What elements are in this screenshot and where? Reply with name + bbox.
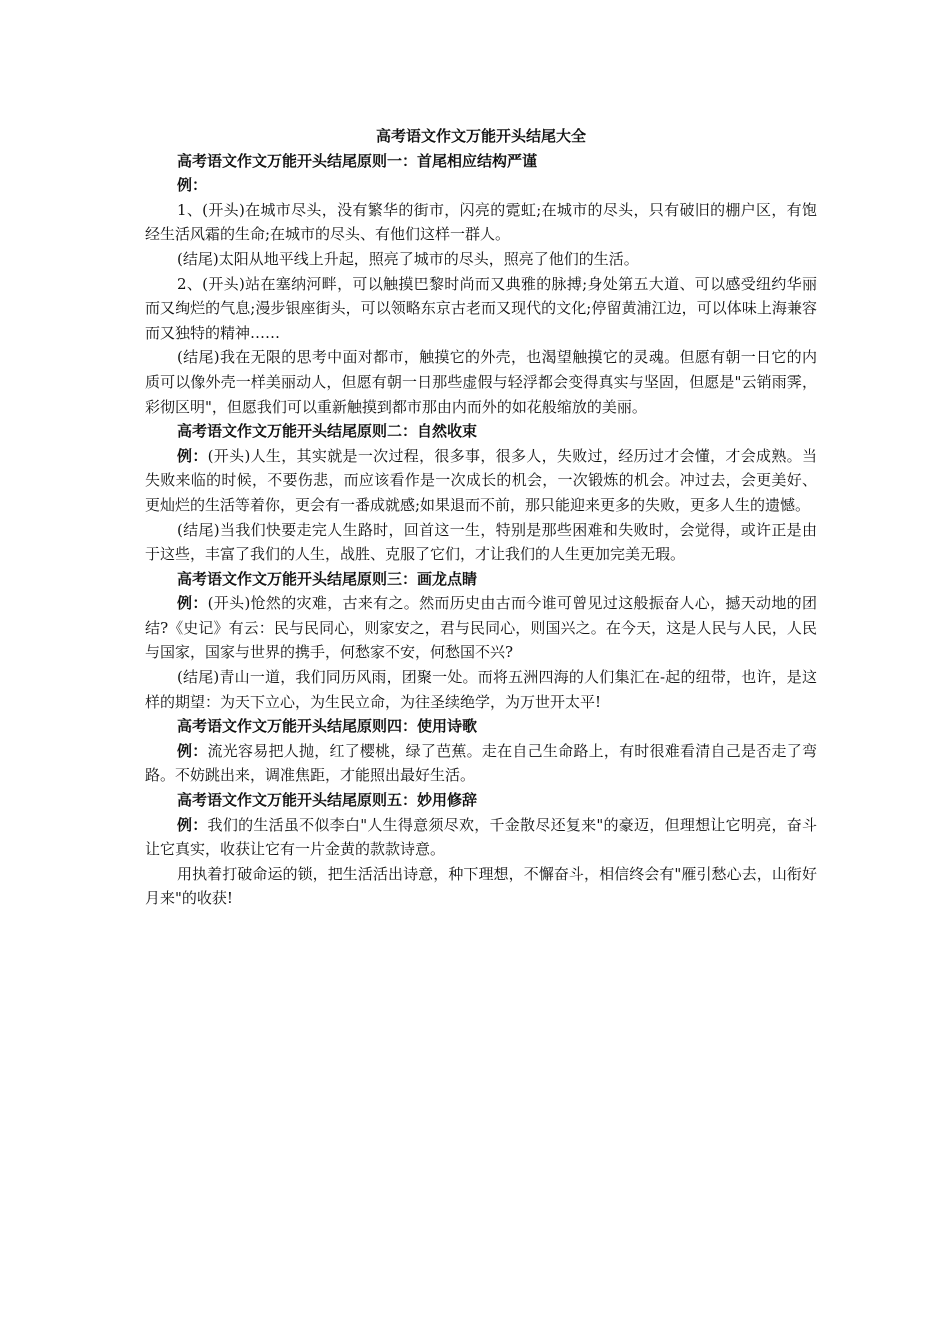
paragraph-2-2: (结尾)当我们快要走完人生路时，回首这一生，特别是那些困难和失败时，会觉得，或许正是由于这些，丰富了我们的人生，战胜、克服了它们，才让我们的人生更加完美无瑕。 (145, 520, 817, 564)
paragraph-1-3: 2、(开头)站在塞纳河畔，可以触摸巴黎时尚而又典雅的脉搏;身处第五大道、可以感受纽约华丽而又绚烂的气息;漫步银座街头，可以领略东京古老而又现代的文化;停留黄浦江边，可以体味上海兼容而又独特的精神…… (145, 274, 817, 342)
section-heading-3: 高考语文作文万能开头结尾原则三：画龙点睛 (177, 569, 478, 588)
paragraph-1-2: (结尾)太阳从地平线上升起，照亮了城市的尽头，照亮了他们的生活。 (177, 249, 639, 268)
section-heading-1: 高考语文作文万能开头结尾原则一：首尾相应结构严谨 (177, 151, 538, 170)
paragraph-3-2: (结尾)青山一道，我们同历风雨，团聚一处。而将五洲四海的人们集汇在-起的纽带，也许，是这样的期望：为天下立心，为生民立命，为往圣续绝学，为万世开太平! (145, 668, 817, 711)
paragraph-3-1-text: (开头)怆然的灾难，古来有之。然而历史由古而今谁可曾见过这般振奋人心，撼天动地的团结?《史记》有云：民与民同心，则家安之，君与民同心，则国兴之。在今天，这是人民与人民，人民与国家，国家与世界的携手，何愁家不安，何愁国不兴? (145, 594, 817, 662)
paragraph-1-4: (结尾)我在无限的思考中面对都市，触摸它的外壳，也渴望触摸它的灵魂。但愿有朝一日它的内质可以像外壳一样美丽动人，但愿有朝一日那些虚假与轻浮都会变得真实与坚固，但愿是"云销雨霁，彩彻区明"，但愿我们可以重新触摸到都市那由内而外的如花般缩放的美丽。 (145, 348, 817, 416)
paragraph-2-1 (145, 444, 817, 518)
section-heading-2: 高考语文作文万能开头结尾原则二：自然收束 (177, 422, 478, 441)
document-page (145, 124, 817, 911)
paragraph-5-2: 用执着打破命运的锁，把生活活出诗意，种下理想，不懈奋斗，相信终会有"雁引愁心去，山衔好月来"的收获! (145, 864, 817, 908)
paragraph-4-1-text: 流光容易把人抛，红了樱桃，绿了芭蕉。走在自己生命路上，有时很难看清自己是否走了弯路。不妨跳出来，调准焦距，才能照出最好生活。 (145, 741, 817, 785)
example-label-3: 例： (177, 594, 208, 613)
example-label-5: 例： (177, 815, 208, 834)
paragraph-5-1 (145, 813, 817, 862)
section-heading-4: 高考语文作文万能开头结尾原则四：使用诗歌 (177, 717, 478, 736)
example-label-2: 例： (177, 446, 208, 465)
document-title: 高考语文作文万能开头结尾大全 (375, 127, 586, 145)
example-label-4: 例： (177, 741, 208, 760)
paragraph-2-1-text: (开头)人生，其实就是一次过程，很多事，很多人，失败过，经历过才会懂，才会成熟。当失败来临的时候，不要伤悲，而应该看作是一次成长的机会，一次锻炼的机会。冲过去，会更美好、更灿烂的生活等着你，更会有一番成就感;如果退而不前，那只能迎来更多的失败，更多人生的遗憾。 (145, 446, 817, 514)
example-label-1: 例： (177, 176, 208, 195)
section-heading-5: 高考语文作文万能开头结尾原则五：妙用修辞 (177, 791, 478, 810)
paragraph-4-1 (145, 739, 817, 788)
paragraph-5-1-text: 我们的生活虽不似李白"人生得意须尽欢，千金散尽还复来"的豪迈，但理想让它明亮，奋斗让它真实，收获让它有一片金黄的款款诗意。 (145, 815, 817, 859)
paragraph-3-1 (145, 591, 817, 665)
paragraph-1-1: 1、(开头)在城市尽头，没有繁华的街市，闪亮的霓虹;在城市的尽头，只有破旧的棚户区，有饱经生活风霜的生命;在城市的尽头、有他们这样一群人。 (145, 200, 817, 244)
